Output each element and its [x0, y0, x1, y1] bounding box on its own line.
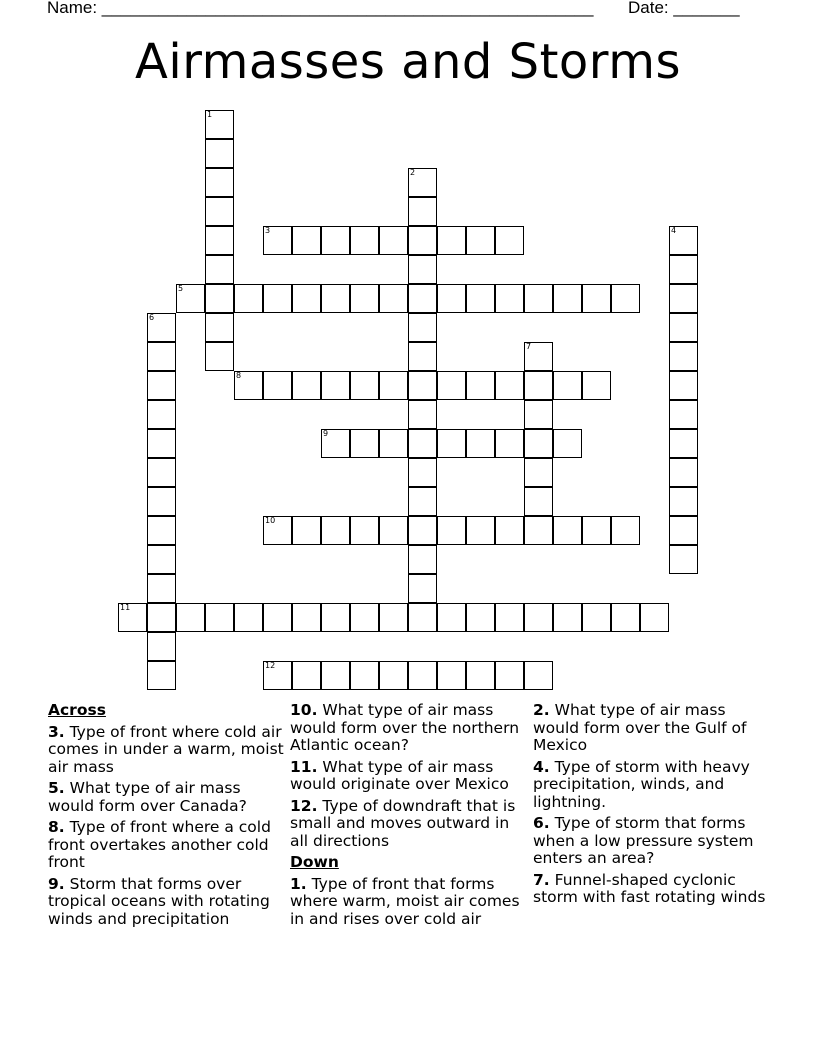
crossword-cell[interactable]	[437, 284, 466, 313]
cell-number: 7	[526, 342, 532, 351]
crossword-cell[interactable]	[582, 284, 611, 313]
crossword-cell[interactable]	[379, 226, 408, 255]
cell-number: 1	[207, 110, 213, 119]
crossword-cell[interactable]	[147, 429, 176, 458]
crossword-cell[interactable]	[321, 371, 350, 400]
down-heading: Down	[290, 853, 339, 871]
crossword-cell[interactable]	[379, 371, 408, 400]
cell-number: 3	[265, 226, 271, 235]
crossword-cell[interactable]	[292, 371, 321, 400]
crossword-cell[interactable]	[611, 603, 640, 632]
crossword-cell[interactable]	[669, 458, 698, 487]
crossword-cell[interactable]	[147, 574, 176, 603]
crossword-cell[interactable]	[582, 603, 611, 632]
crossword-cell[interactable]	[408, 197, 437, 226]
crossword-cell[interactable]	[495, 284, 524, 313]
clue-text: Type of storm that forms when a low pressure system enters an area?	[533, 814, 754, 867]
crossword-cell[interactable]	[205, 168, 234, 197]
crossword-cell[interactable]	[234, 371, 263, 400]
crossword-cell[interactable]	[292, 226, 321, 255]
crossword-cell[interactable]	[234, 603, 263, 632]
crossword-cell[interactable]	[669, 429, 698, 458]
crossword-cell[interactable]	[669, 313, 698, 342]
crossword-cell[interactable]	[408, 458, 437, 487]
cell-number: 10	[265, 516, 276, 525]
crossword-cell[interactable]	[205, 284, 234, 313]
clue-text: Type of storm with heavy precipitation, winds, and lightning.	[533, 757, 750, 811]
crossword-cell[interactable]	[495, 226, 524, 255]
crossword-cell[interactable]	[408, 371, 437, 400]
crossword-cell[interactable]	[553, 429, 582, 458]
crossword-cell[interactable]	[495, 429, 524, 458]
crossword-cell[interactable]	[466, 603, 495, 632]
crossword-cell[interactable]	[524, 458, 553, 487]
crossword-cell[interactable]	[466, 661, 495, 690]
crossword-cell[interactable]	[176, 603, 205, 632]
crossword-cell[interactable]	[495, 516, 524, 545]
crossword-cell[interactable]	[495, 661, 524, 690]
clue-number: 8.	[48, 818, 65, 836]
crossword-cell[interactable]	[669, 255, 698, 284]
crossword-cell[interactable]	[524, 516, 553, 545]
crossword-cell[interactable]	[350, 429, 379, 458]
crossword-cell[interactable]	[408, 487, 437, 516]
crossword-cell[interactable]	[408, 168, 437, 197]
cell-number: 12	[265, 661, 276, 670]
crossword-cell[interactable]	[524, 400, 553, 429]
cell-number: 8	[236, 371, 242, 380]
clue-across-10	[290, 702, 526, 755]
crossword-cell[interactable]	[147, 545, 176, 574]
crossword-cell[interactable]	[205, 226, 234, 255]
crossword-cell[interactable]	[524, 603, 553, 632]
crossword-cell[interactable]	[437, 603, 466, 632]
crossword-cell[interactable]	[147, 342, 176, 371]
clue-number: 2.	[533, 701, 550, 719]
crossword-cell[interactable]	[437, 226, 466, 255]
crossword-cell[interactable]	[408, 574, 437, 603]
clue-number: 3.	[48, 722, 65, 741]
page-title: Airmasses and Storms	[135, 34, 681, 90]
crossword-cell[interactable]	[205, 313, 234, 342]
crossword-cell[interactable]	[205, 255, 234, 284]
clue-number: 12.	[290, 796, 318, 815]
date-field-label: Date: _______	[628, 0, 740, 17]
clue-text: Funnel-shaped cyclonic storm with fast rotating winds	[533, 870, 766, 906]
clue-text: Type of front where a cold front overtakes another cold front	[48, 818, 271, 871]
crossword-cell[interactable]	[205, 603, 234, 632]
clue-number: 1.	[290, 874, 307, 893]
crossword-cell[interactable]	[350, 603, 379, 632]
crossword-cell[interactable]	[292, 284, 321, 313]
crossword-cell[interactable]	[321, 603, 350, 632]
crossword-cell[interactable]	[350, 516, 379, 545]
crossword-cell[interactable]	[669, 342, 698, 371]
crossword-cell[interactable]	[263, 371, 292, 400]
crossword-cell[interactable]	[408, 226, 437, 255]
crossword-cell[interactable]	[118, 603, 147, 632]
crossword-cell[interactable]	[147, 458, 176, 487]
crossword-cell[interactable]	[553, 284, 582, 313]
crossword-cell[interactable]	[466, 284, 495, 313]
crossword-cell[interactable]	[292, 661, 321, 690]
crossword-cell[interactable]	[553, 603, 582, 632]
crossword-cell[interactable]	[524, 371, 553, 400]
cell-number: 9	[323, 429, 329, 438]
crossword-cell[interactable]	[379, 603, 408, 632]
crossword-cell[interactable]	[437, 516, 466, 545]
crossword-cell[interactable]	[408, 400, 437, 429]
crossword-cell[interactable]	[263, 661, 292, 690]
crossword-cell[interactable]	[263, 603, 292, 632]
crossword-cell[interactable]	[611, 516, 640, 545]
cell-number: 11	[120, 603, 131, 612]
crossword-cell[interactable]	[524, 429, 553, 458]
clue-number: 10.	[290, 701, 318, 719]
clue-text: Type of downdraft that is small and moves outward in all directions	[290, 796, 516, 850]
crossword-cell[interactable]	[669, 226, 698, 255]
crossword-cell[interactable]	[147, 400, 176, 429]
crossword-cell[interactable]	[437, 429, 466, 458]
crossword-cell[interactable]	[437, 371, 466, 400]
clue-across-9	[48, 876, 284, 929]
clue-text: Type of front that forms where warm, moist air comes in and rises over cold air	[290, 874, 520, 928]
crossword-cell[interactable]	[669, 371, 698, 400]
crossword-cell[interactable]	[321, 661, 350, 690]
crossword-cell[interactable]	[582, 516, 611, 545]
clue-across-3	[48, 724, 284, 777]
clues-column-3	[533, 702, 769, 911]
clue-text: What type of air mass would form over the northern Atlantic ocean?	[290, 701, 520, 754]
clue-text: What type of air mass would form over the Gulf of Mexico	[533, 701, 747, 754]
crossword-cell[interactable]	[263, 284, 292, 313]
crossword-cell[interactable]	[263, 516, 292, 545]
clue-number: 7.	[533, 870, 550, 889]
crossword-cell[interactable]	[205, 139, 234, 168]
crossword-cell[interactable]	[321, 516, 350, 545]
crossword-cell[interactable]	[379, 429, 408, 458]
clues-column-1	[48, 702, 284, 932]
cell-number: 2	[410, 168, 416, 177]
crossword-cell[interactable]	[321, 226, 350, 255]
crossword-cell[interactable]	[524, 342, 553, 371]
clue-down-2	[533, 702, 769, 755]
clue-number: 9.	[48, 874, 65, 893]
clue-number: 4.	[533, 757, 550, 776]
crossword-cell[interactable]	[437, 661, 466, 690]
crossword-cell[interactable]	[669, 545, 698, 574]
crossword-cell[interactable]	[495, 603, 524, 632]
crossword-cell[interactable]	[408, 255, 437, 284]
crossword-cell[interactable]	[321, 429, 350, 458]
clue-text: What type of air mass would form over Canada?	[48, 779, 247, 815]
crossword-cell[interactable]	[466, 429, 495, 458]
crossword-cell[interactable]	[408, 284, 437, 313]
crossword-cell[interactable]	[379, 284, 408, 313]
crossword-cell[interactable]	[466, 226, 495, 255]
crossword-cell[interactable]	[408, 342, 437, 371]
crossword-cell[interactable]	[234, 284, 263, 313]
crossword-cell[interactable]	[147, 313, 176, 342]
crossword-cell[interactable]	[176, 284, 205, 313]
crossword-cell[interactable]	[147, 487, 176, 516]
across-heading: Across	[48, 701, 106, 719]
crossword-cell[interactable]	[408, 429, 437, 458]
crossword-cell[interactable]	[350, 371, 379, 400]
crossword-cell[interactable]	[379, 516, 408, 545]
cell-number: 5	[178, 284, 184, 293]
crossword-cell[interactable]	[553, 371, 582, 400]
crossword-cell[interactable]	[350, 226, 379, 255]
crossword-cell[interactable]	[466, 516, 495, 545]
crossword-cell[interactable]	[669, 284, 698, 313]
clue-across-11	[290, 759, 526, 794]
clue-down-1	[290, 876, 526, 929]
crossword-cell[interactable]	[669, 487, 698, 516]
crossword-cell[interactable]	[669, 516, 698, 545]
crossword-cell[interactable]	[524, 487, 553, 516]
crossword-cell[interactable]	[582, 371, 611, 400]
crossword-cell[interactable]	[263, 226, 292, 255]
clue-text: Type of front where cold air comes in under a warm, moist air mass	[48, 722, 284, 776]
clue-down-6	[533, 815, 769, 868]
crossword-cell[interactable]	[408, 516, 437, 545]
crossword-cell[interactable]	[147, 371, 176, 400]
crossword-cell[interactable]	[379, 661, 408, 690]
crossword-cell[interactable]	[350, 284, 379, 313]
crossword-cell[interactable]	[466, 371, 495, 400]
crossword-cell[interactable]	[205, 342, 234, 371]
name-field-label: Name: ____________________________________________________	[47, 0, 594, 17]
crossword-cell[interactable]	[669, 400, 698, 429]
crossword-cell[interactable]	[408, 603, 437, 632]
crossword-cell[interactable]	[408, 313, 437, 342]
crossword-cell[interactable]	[408, 661, 437, 690]
clue-across-5	[48, 780, 284, 815]
clues-column-2	[290, 702, 526, 932]
crossword-cell[interactable]	[147, 632, 176, 661]
clue-across-8	[48, 819, 284, 872]
crossword-cell[interactable]	[553, 516, 582, 545]
crossword-cell[interactable]	[524, 284, 553, 313]
crossword-cell[interactable]	[205, 197, 234, 226]
clue-text: Storm that forms over tropical oceans with rotating winds and precipitation	[48, 874, 270, 928]
crossword-cell[interactable]	[147, 603, 176, 632]
clue-across-12	[290, 798, 526, 851]
cell-number: 4	[671, 226, 677, 235]
crossword-cell[interactable]	[495, 371, 524, 400]
crossword-cell[interactable]	[611, 284, 640, 313]
crossword-cell[interactable]	[524, 661, 553, 690]
clue-number: 5.	[48, 779, 65, 797]
clue-text: What type of air mass would originate over Mexico	[290, 757, 509, 793]
clue-number: 11.	[290, 757, 318, 776]
crossword-cell[interactable]	[292, 516, 321, 545]
cell-number: 6	[149, 313, 155, 322]
crossword-cell[interactable]	[292, 603, 321, 632]
crossword-cell[interactable]	[205, 110, 234, 139]
crossword-cell[interactable]	[408, 545, 437, 574]
crossword-cell[interactable]	[640, 603, 669, 632]
clue-number: 6.	[533, 814, 550, 832]
crossword-cell[interactable]	[147, 516, 176, 545]
clue-down-4	[533, 759, 769, 812]
clue-down-7	[533, 872, 769, 907]
crossword-cell[interactable]	[321, 284, 350, 313]
crossword-cell[interactable]	[147, 661, 176, 690]
crossword-cell[interactable]	[350, 661, 379, 690]
